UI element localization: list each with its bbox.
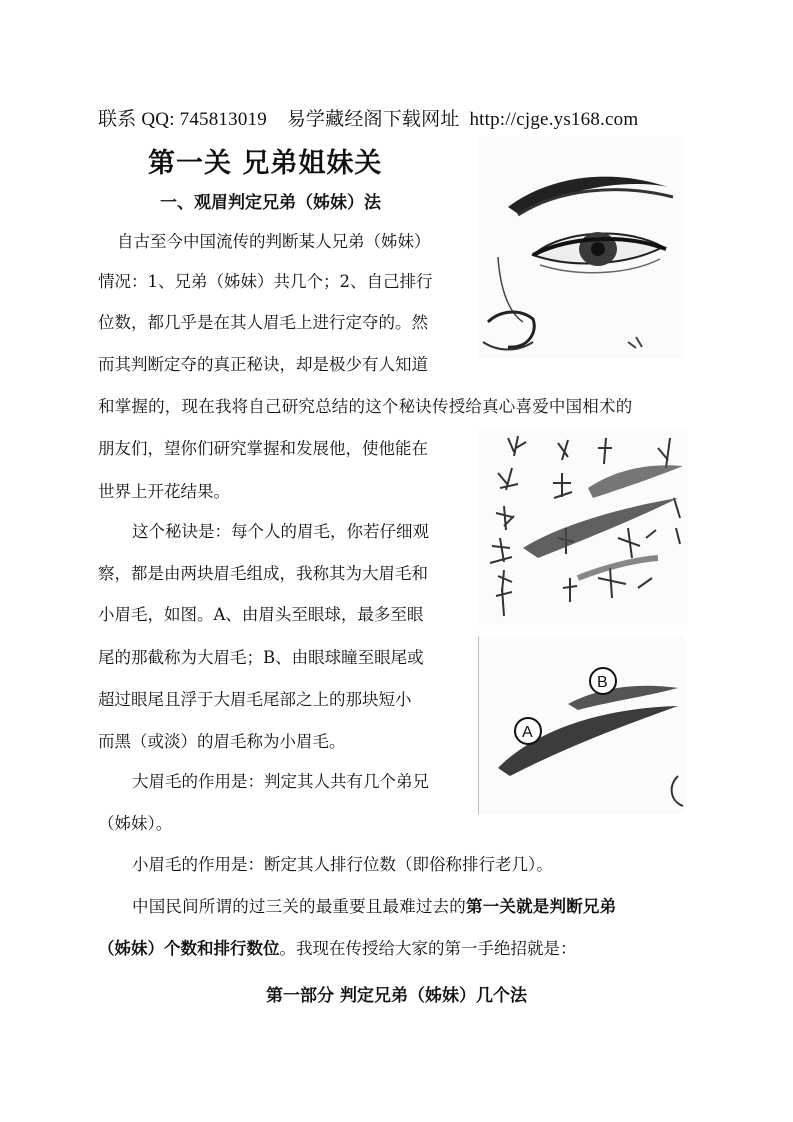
- body-line-9: 察，都是由两块眉毛组成，我称其为大眉毛和: [98, 564, 428, 583]
- body-line-7: 世界上开花结果。: [98, 482, 230, 501]
- body-line-2: 情况：1、兄弟（姊妹）共几个；2、自己排行: [98, 272, 433, 291]
- body-line-15: （姊妹）。: [98, 814, 173, 833]
- eyebrow-diagram-image: [478, 636, 685, 814]
- body-line-8: 这个秘诀是：每个人的眉毛，你若仔细观: [132, 522, 429, 541]
- body-line-3: 位数，都几乎是在其人眉毛上进行定夺的。然: [98, 313, 428, 332]
- header-line: [98, 104, 718, 131]
- eye-sketch-image: [478, 137, 684, 358]
- final-para-bold-1: 第一关就是判断兄弟: [466, 897, 617, 916]
- label-a: A: [522, 724, 533, 741]
- body-line-6: 朋友们，望你们研究掌握和发展他，使他能在: [98, 439, 428, 458]
- body-line-5: 和掌握的，现在我将自己研究总结的这个秘诀传授给真心喜爱中国相术的: [98, 397, 633, 416]
- label-b: B: [597, 674, 608, 691]
- final-para-text-1: 中国民间所谓的过三关的最重要且最难过去的: [132, 897, 466, 916]
- final-para-line-1: [132, 899, 616, 916]
- section-title: 一、观眉判定兄弟（姊妹）法: [160, 193, 381, 213]
- body-line-1: 自古至今中国流传的判断某人兄弟（姊妹）: [117, 232, 431, 251]
- final-para-bold-2: （姊妹）个数和排行数位: [98, 939, 280, 958]
- body-line-13: 而黑（或淡）的眉毛称为小眉毛。: [98, 732, 346, 751]
- final-para-line-2: [98, 941, 577, 958]
- body-line-14: 大眉毛的作用是：判定其人共有几个弟兄: [132, 772, 429, 791]
- final-para-text-2: 。我现在传授给大家的第一手绝招就是：: [279, 939, 577, 958]
- part-title: 第一部分 判定兄弟（姊妹）几个法: [266, 986, 527, 1006]
- body-line-12: 超过眼尾且浮于大眉毛尾部之上的那块短小: [98, 690, 412, 709]
- handwritten-eyebrow-image: [478, 428, 688, 625]
- site-label: 易学藏经阁下载网址: [286, 109, 460, 130]
- chapter-title: 第一关 兄弟姐妹关: [148, 148, 383, 179]
- contact-text: 联系 QQ: 745813019: [98, 109, 267, 130]
- body-line-16: 小眉毛的作用是：断定其人排行位数（即俗称排行老几）。: [132, 855, 553, 874]
- body-line-10: 小眉毛，如图。A、由眉头至眼球，最多至眼: [98, 605, 424, 624]
- body-line-4: 而其判断定夺的真正秘诀，却是极少有人知道: [98, 355, 428, 374]
- body-line-11: 尾的那截称为大眉毛；B、由眼球瞳至眼尾或: [98, 648, 424, 667]
- site-url[interactable]: http://cjge.ys168.com: [469, 109, 639, 130]
